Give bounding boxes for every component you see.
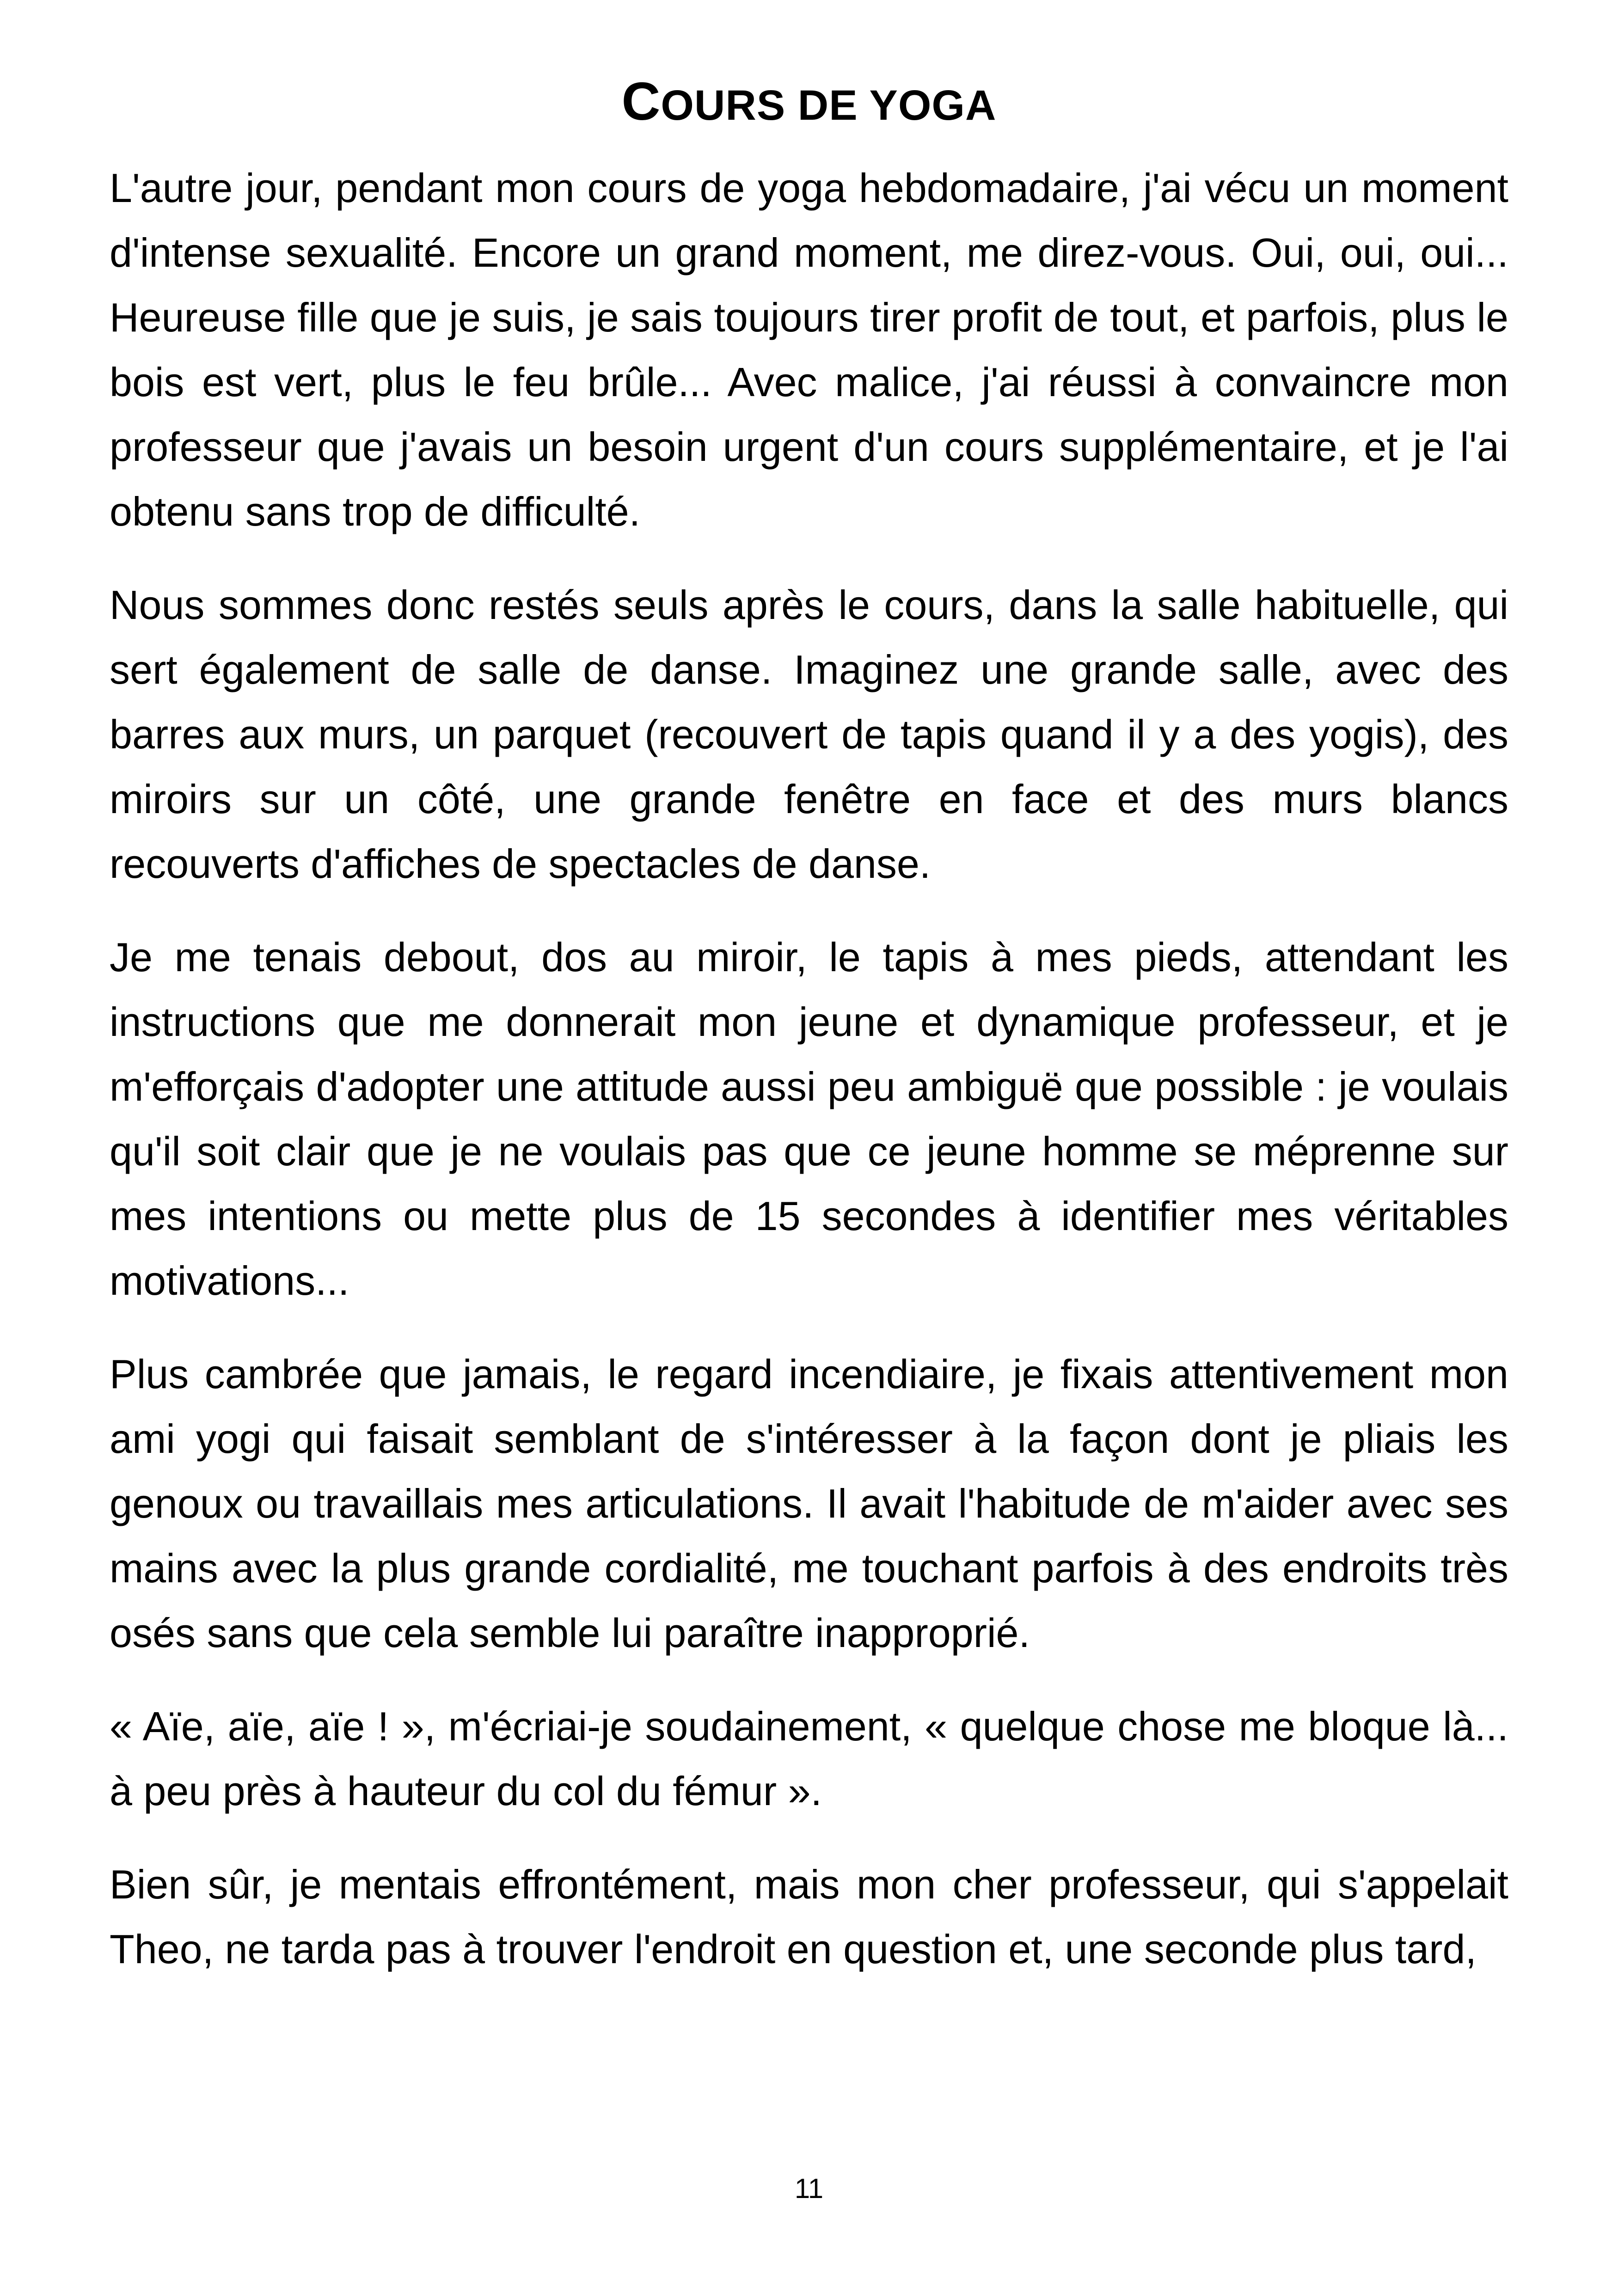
paragraph-5: « Aïe, aïe, aïe ! », m'écriai-je soudainement, « quelque chose me bloque là... à peu près à hauteur du col du fémur ».	[110, 1703, 1508, 1814]
paragraph-4: Plus cambrée que jamais, le regard incendiaire, je fixais attentivement mon ami yogi qui faisait semblant de s'intéresser à la façon dont je pliais les genoux ou travaillais mes articulations. Il avait l'habitude de m'aider avec ses mains avec la plus grande cordialité, me touchant parfois à des endroits très osés sans que cela semble lui paraître inapproprié.	[110, 1351, 1508, 1656]
paragraph-3: Je me tenais debout, dos au miroir, le tapis à mes pieds, attendant les instructions que me donnerait mon jeune et dynamique professeur, et je m'efforçais d'adopter une attitude aussi peu ambiguë que possible : je voulais qu'il soit clair que je ne voulais pas que ce jeune homme se méprenne sur mes intentions ou mette plus de 15 secondes à identifier mes véritables motivations...	[110, 934, 1508, 1304]
chapter-title-initial: C	[621, 71, 661, 131]
paragraph-2: Nous sommes donc restés seuls après le cours, dans la salle habituelle, qui sert également de salle de danse. Imaginez une grande salle, avec des barres aux murs, un parquet (recouvert de tapis quand il y a des yogis), des miroirs sur un côté, une grande fenêtre en face et des murs blancs recouverts d'affiches de spectacles de danse.	[110, 582, 1508, 887]
page-content	[110, 69, 1508, 2010]
page-number: 11	[794, 2173, 824, 2204]
paragraph-1: L'autre jour, pendant mon cours de yoga hebdomadaire, j'ai vécu un moment d'intense sexualité. Encore un grand moment, me direz-vous. Oui, oui, oui... Heureuse fille que je suis, je sais toujours tirer profit de tout, et parfois, plus le bois est vert, plus le feu brûle... Avec malice, j'ai réussi à convaincre mon professeur que j'avais un besoin urgent d'un cours supplémentaire, et je l'ai obtenu sans trop de difficulté.	[110, 165, 1508, 535]
chapter-title	[110, 69, 1508, 134]
chapter-title-rest: OURS DE YOGA	[661, 82, 997, 129]
paragraph-6: Bien sûr, je mentais effrontément, mais mon cher professeur, qui s'appelait Theo, ne tarda pas à trouver l'endroit en question et, une seconde plus tard,	[110, 1861, 1508, 1972]
